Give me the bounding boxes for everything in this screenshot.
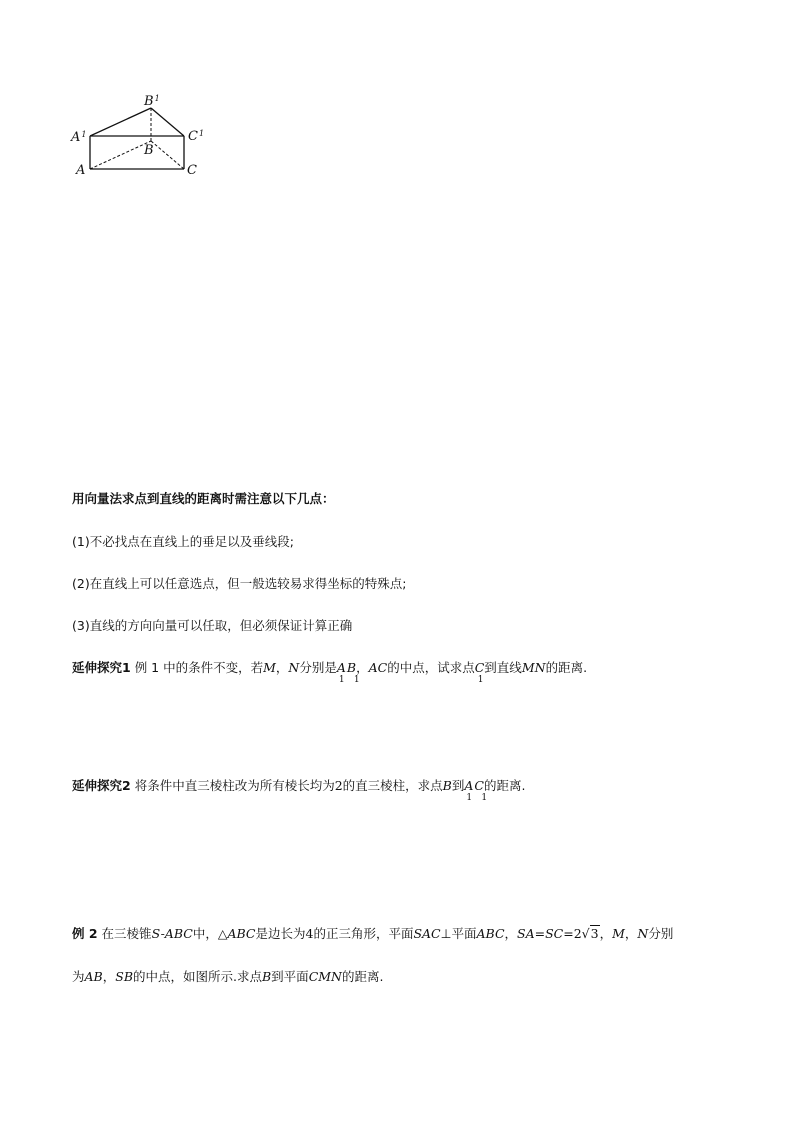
sqrt-radicand: 3 xyxy=(590,926,599,941)
segment-A1C1 xyxy=(464,777,488,803)
triangle-ABC: ABC xyxy=(227,926,256,941)
edge-A1-B1 xyxy=(90,108,151,136)
ext1-text: 的距离. xyxy=(545,660,588,675)
plane-CMN: CMN xyxy=(308,969,342,984)
subscript: 1 xyxy=(353,675,360,685)
pyramid-SABC: S-ABC xyxy=(151,926,193,941)
point-N: N xyxy=(288,660,300,675)
subscript: 1 xyxy=(481,793,488,803)
line-MN: MN xyxy=(521,660,546,675)
ex2-text: ， xyxy=(102,969,116,984)
segment-A1B1 xyxy=(336,659,360,685)
point-B: B xyxy=(442,778,452,793)
segment-AC: AC xyxy=(368,660,388,675)
point-C1 xyxy=(474,659,485,685)
ex2-text: ⊥平面 xyxy=(440,926,477,941)
point-A: A xyxy=(336,660,346,675)
label-B: B xyxy=(144,143,154,158)
sqrt-expression: 2√3 xyxy=(573,926,599,941)
subscript: 1 xyxy=(477,675,484,685)
segment-AB: AB xyxy=(84,969,103,984)
edge-A-B xyxy=(90,141,151,169)
ext1-text: 到直线 xyxy=(484,660,522,675)
ex2-text: 的距离. xyxy=(342,969,384,984)
point-B: B xyxy=(346,660,357,675)
equation-SA-SC: SA=SC= xyxy=(517,926,574,941)
extension-2 xyxy=(72,777,526,803)
plane-ABC: ABC xyxy=(476,926,505,941)
prism-diagram xyxy=(66,90,216,185)
side-length: 4 xyxy=(305,926,314,941)
point-C: C xyxy=(474,778,484,793)
point-B: B xyxy=(261,969,272,984)
ext2-text: 将条件中直三棱柱改为所有棱长均为 xyxy=(134,778,335,793)
point-C: C xyxy=(474,660,485,675)
extension-1 xyxy=(72,659,588,685)
label-A1: $A^1$ xyxy=(71,130,87,145)
segment-SB: SB xyxy=(115,969,133,984)
ext2-text: 的直三棱柱，求点 xyxy=(342,778,443,793)
label-C1: $C^1$ xyxy=(188,129,205,144)
ext2-text: 到 xyxy=(451,778,465,793)
prism-figure xyxy=(66,90,216,185)
ext2-text: 的距离. xyxy=(483,778,526,793)
ex2-text: 在三棱锥 xyxy=(101,926,152,941)
example-2-line-1 xyxy=(72,925,673,943)
point-M: M xyxy=(612,926,625,941)
ext1-comma: ， xyxy=(356,660,369,675)
label-B1: $B^1$ xyxy=(144,94,160,109)
ex2-text: 的正三角形，平面 xyxy=(313,926,414,941)
label-C: C xyxy=(187,163,197,178)
example-2-label: 例 2 xyxy=(72,926,98,941)
point-M: M xyxy=(263,660,276,675)
note-item-2: (2)在直线上可以任意选点，但一般选较易求得坐标的特殊点; xyxy=(72,576,407,591)
note-heading: 用向量法求点到直线的距离时需注意以下几点： xyxy=(72,491,335,506)
ex2-text: ， xyxy=(599,926,613,941)
ex2-text: ， xyxy=(504,926,518,941)
point-N: N xyxy=(637,926,649,941)
ext1-text: 分别是 xyxy=(299,660,337,675)
ex2-text: 中，△ xyxy=(192,926,228,941)
note-item-3: (3)直线的方向向量可以任取，但必须保证计算正确 xyxy=(72,618,353,633)
note-item-1: (1)不必找点在直线上的垂足以及垂线段; xyxy=(72,534,294,549)
ex2-text: 到平面 xyxy=(271,969,309,984)
subscript: 1 xyxy=(338,675,345,685)
sqrt-coefficient: 2 xyxy=(573,926,582,941)
ex2-text: ， xyxy=(624,926,638,941)
ex2-text: 是边长为 xyxy=(255,926,306,941)
edge-B1-C1 xyxy=(151,108,184,136)
ext1-text: 例 1 中的条件不变，若 xyxy=(134,660,264,675)
ex2-text: 为 xyxy=(72,969,85,984)
subscript: 1 xyxy=(466,793,473,803)
plane-SAC: SAC xyxy=(413,926,441,941)
ex2-text: 的中点，如图所示.求点 xyxy=(133,969,262,984)
ex2-text: 分别 xyxy=(648,926,674,941)
example-2-line-2 xyxy=(72,968,383,986)
label-A: A xyxy=(76,163,86,178)
edge-B-C xyxy=(151,141,184,169)
edge-length: 2 xyxy=(334,778,343,793)
ext1-comma: ， xyxy=(275,660,289,675)
ext1-text: 的中点，试求点 xyxy=(387,660,475,675)
extension-1-label: 延伸探究1 xyxy=(72,660,131,675)
extension-2-label: 延伸探究2 xyxy=(72,778,131,793)
point-A: A xyxy=(464,778,474,793)
